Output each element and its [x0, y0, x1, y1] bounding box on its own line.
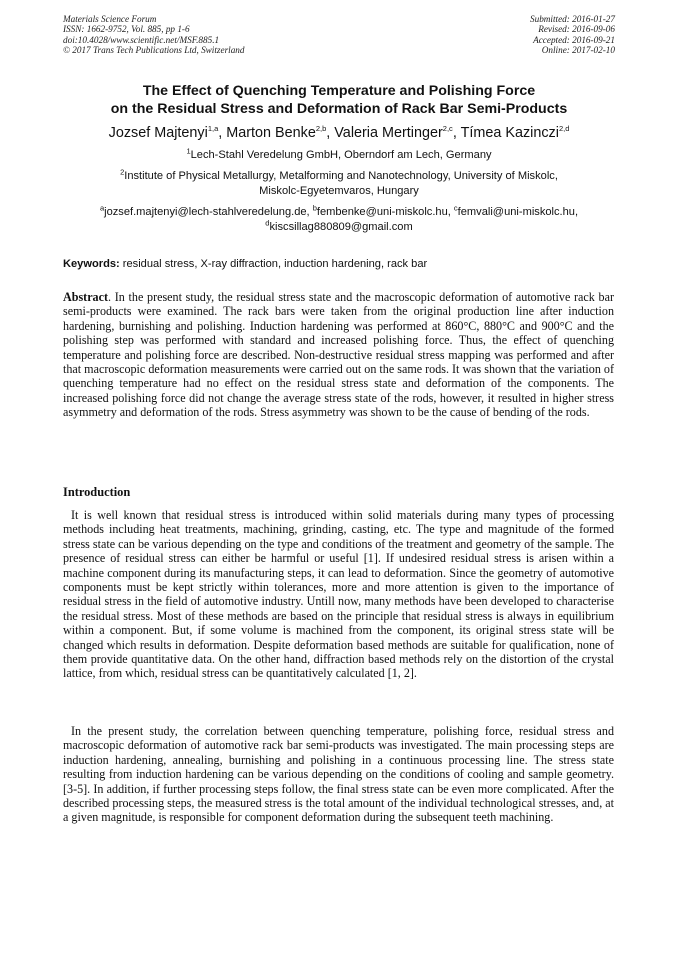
author-name: Jozsef Majtenyi	[108, 125, 208, 141]
affiliation-1	[40, 148, 638, 163]
affiliation-sup: 2	[120, 167, 125, 177]
journal-issn: ISSN: 1662-9752, Vol. 885, pp 1-6	[63, 24, 190, 35]
title-line-1: The Effect of Quenching Temperature and Polishing Force	[142, 83, 536, 99]
email-d[interactable]: kiscsillag880809@gmail.com	[269, 221, 413, 233]
revised-date: Revised: 2016-09-06	[538, 24, 615, 35]
email-sup: b	[312, 203, 317, 213]
email-sup: c	[453, 203, 458, 213]
abstract	[63, 290, 614, 420]
accepted-date: Accepted: 2016-09-21	[533, 34, 615, 45]
abstract-label: Abstract	[63, 290, 109, 304]
keywords-text: residual stress, X-ray diffraction, induction hardening, rack bar	[119, 258, 428, 270]
online-date: Online: 2017-02-10	[541, 45, 615, 56]
author-sup: 2,b	[315, 124, 327, 134]
introduction-heading: Introduction	[63, 485, 131, 499]
email-list	[40, 205, 638, 235]
introduction-paragraph-1: It is well known that residual stress is introduced within solid materials during many types of processing methods including heat treatments, machining, grinding, casting, etc. The type and magnitude of the formed stress state can be various depending on the type and conditions of the treatment and geometry of the sample. The presence of residual stress can either be harmful or useful [1]. If undesired residual stress is arisen within a machine component during its manufacturing steps, it can lead to deformation. Since the geometry of automotive components must be kept strictly within tolerances, more and more attention is given to the importance of residual stress in the field of automotive industry. Untill now, many methods have been developed to characterise the residual stress. Most of these methods are based on the principle that residual stress is always in equilibrium within a component. But, if some volume is machined from the component, its original stress state will be changed which results in deformation. Despite deformation based methods are suitable for qualification, none of them provide quantitative data. On the other hand, diffraction based methods rely on the distortion of the crystal lattice, from which, residual stress can be quantitatively calculated [1, 2].	[63, 508, 614, 681]
affiliation-sup: 1	[186, 146, 191, 156]
affiliation-text: Miskolc-Egyetemvaros, Hungary	[259, 185, 419, 197]
paper-title	[40, 82, 638, 118]
journal-doi[interactable]: doi:10.4028/www.scientific.net/MSF.885.1	[63, 34, 220, 45]
title-line-2: on the Residual Stress and Deformation of Rack Bar Semi-Products	[110, 101, 568, 117]
introduction-paragraph-2: In the present study, the correlation between quenching temperature, polishing force, residual stress and macroscopic deformation of automotive rack bar semi-products was investigated. The main processing steps are induction hardening, annealing, burnishing and polishing in a continuous processing line. The stress state resulting from induction hardening can be various depending on the conditions of cooling and sample geometry. [3-5]. In addition, if further processing steps follow, the final stress state can be even more complicated. After the described processing steps, the measured stress is the total amount of the individual technological stresses, and, at a given magnitude, is responsible for component deformation during the subsequent teeth machining.	[63, 724, 614, 825]
author-sup: 2,c	[442, 124, 453, 134]
abstract-text: . In the present study, the residual stress state and the macroscopic deformation of automotive rack bar semi-products were examined. The rack bars were taken from the original production line after induction hardening, burnishing and polishing. Induction hardening was performed at 860°C, 880°C and 900°C and the polishing step was performed with standard and increased polishing force. Thus, the effect of quenching temperature and polishing force are described. Non-destructive residual stress mapping was performed and after that macroscopic deformation measurements were carried out on the same rods. It was shown that the variation of quenching temperature had no effect on the residual stress state and deformation of the components. The increased polishing force did not change the average stress state of the rods, however, it resulted in higher stress asymmetry and deformation of the rods. Stress asymmetry was shown to be the cause of bending of the rods.	[63, 290, 614, 420]
email-a[interactable]: jozsef.majtenyi@lech-stahlveredelung.de,	[104, 206, 313, 218]
author-name: Tímea Kazinczi	[460, 125, 559, 141]
keywords	[63, 257, 427, 271]
submission-dates	[530, 14, 615, 56]
keywords-label: Keywords:	[63, 258, 120, 270]
email-sup: a	[99, 203, 105, 213]
email-sup: d	[265, 218, 270, 228]
affiliation-text: Lech-Stahl Veredelung GmbH, Oberndorf am Lech, Germany	[190, 149, 492, 161]
affiliation-2	[40, 169, 638, 199]
affiliation-text: Institute of Physical Metallurgy, Metalforming and Nanotechnology, University of Miskolc,	[124, 170, 558, 182]
author-list: Jozsef Majtenyi$^{1,a}$, Marton Benke$^{2,b}$, Valeria Mertinger$^{2,c}$, Tímea Kazinczi$^{2,d}$	[108, 124, 570, 141]
author-name: Marton Benke	[226, 125, 316, 141]
email-b[interactable]: fembenke@uni-miskolc.hu,	[316, 206, 454, 218]
author-name: Valeria Mertinger	[334, 125, 443, 141]
journal-name: Materials Science Forum	[63, 14, 157, 24]
journal-copyright: © 2017 Trans Tech Publications Ltd, Switzerland	[63, 45, 245, 56]
author-sup: 2,d	[558, 124, 570, 134]
submitted-date: Submitted: 2016-01-27	[530, 14, 615, 24]
author-sup: 1,a	[207, 124, 219, 134]
journal-info	[63, 14, 244, 56]
email-c[interactable]: femvali@uni-miskolc.hu,	[457, 206, 579, 218]
